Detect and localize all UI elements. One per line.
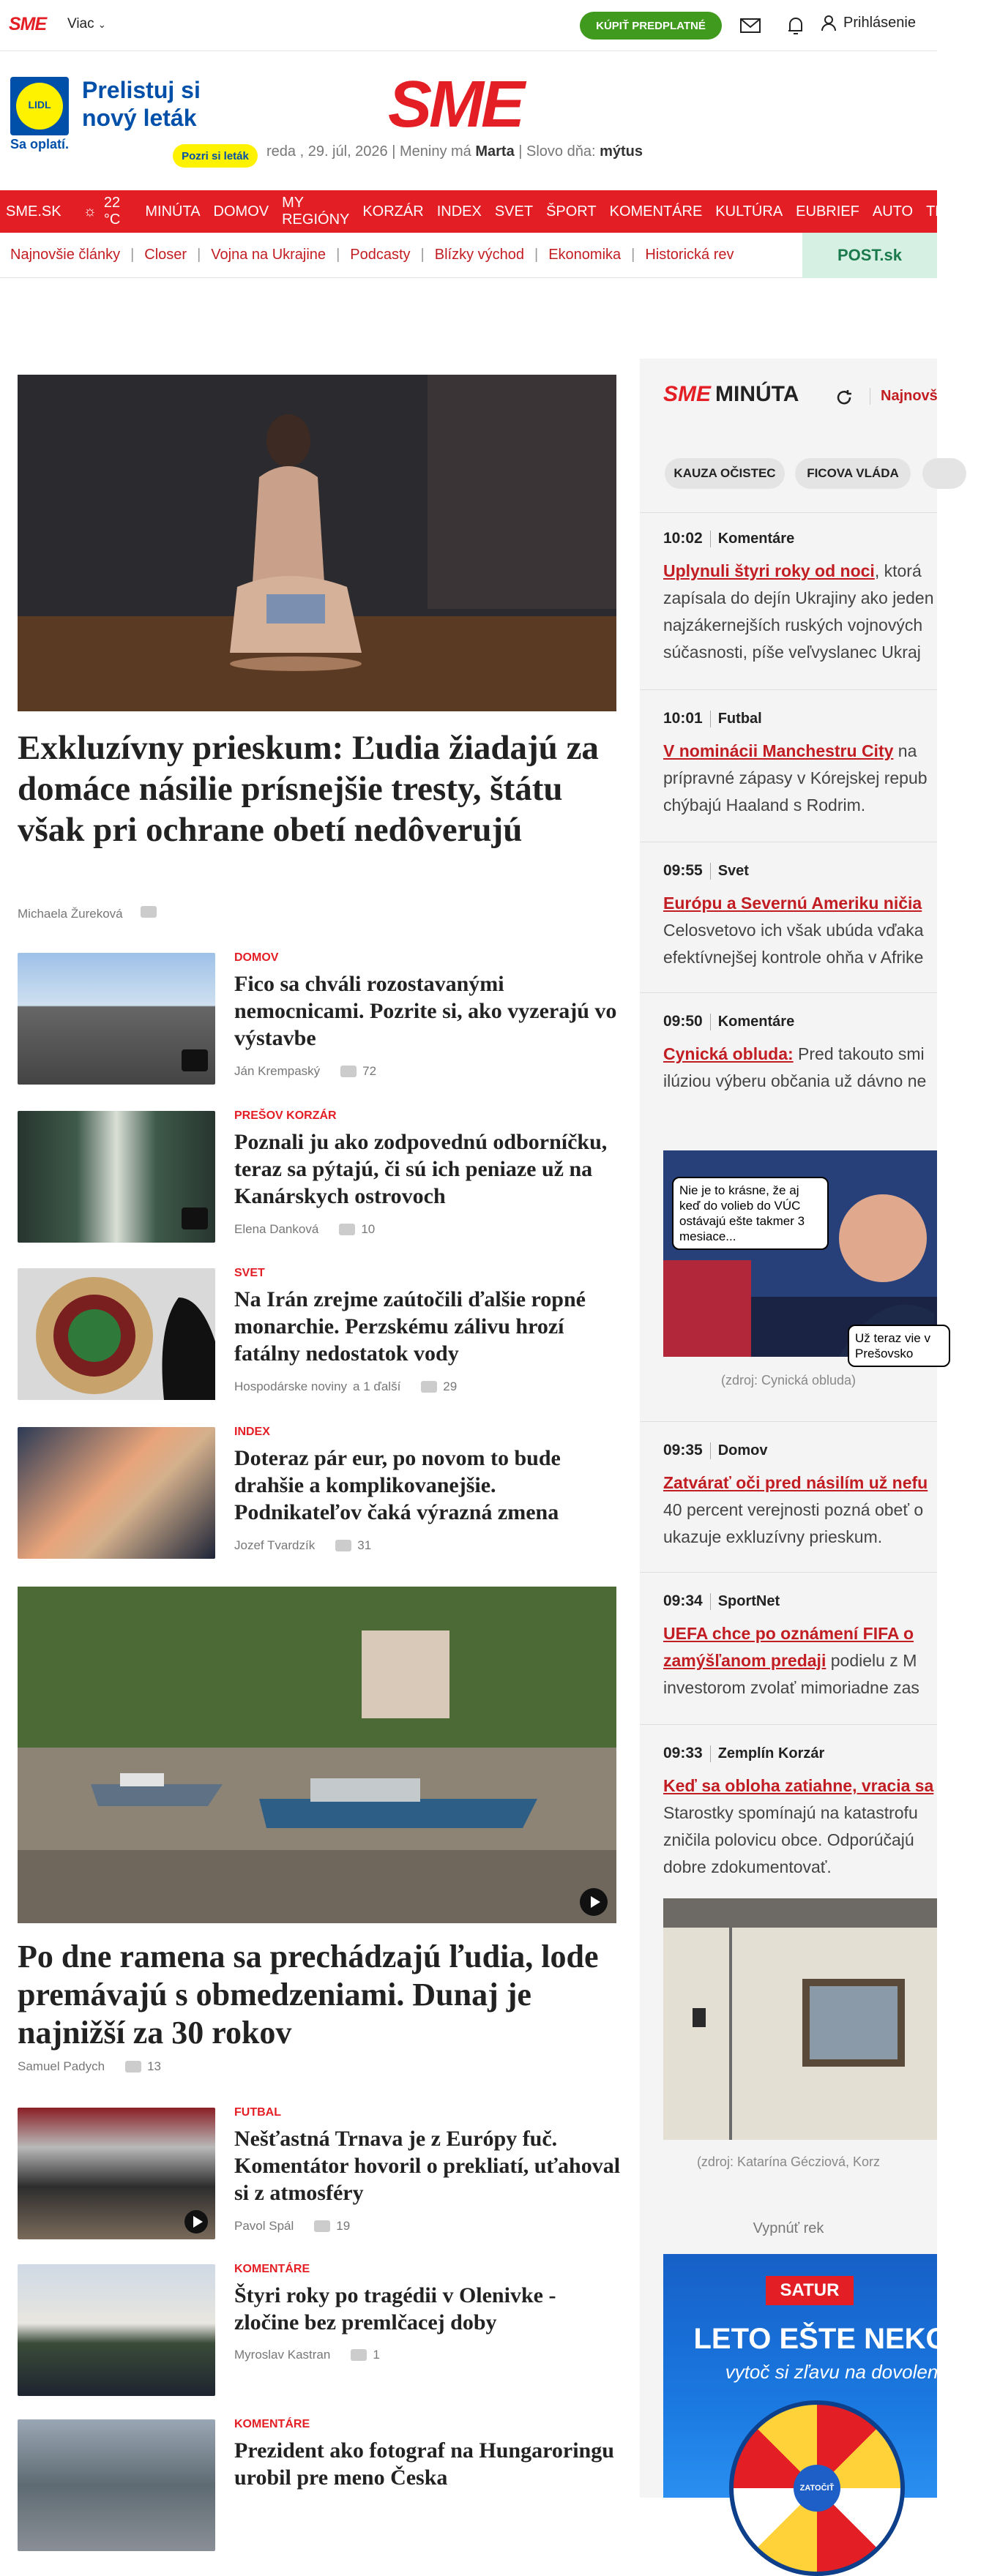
item-time: 09:35 (663, 1442, 703, 1459)
house-drawing (663, 1898, 937, 2140)
user-icon (820, 14, 837, 31)
article-card[interactable] (18, 2106, 621, 2254)
word-label: | Slovo dňa: (514, 143, 600, 160)
cartoon-image[interactable] (663, 1150, 937, 1360)
item-text: Pred takouto smi (793, 1044, 925, 1063)
divider (640, 1724, 937, 1725)
item-time: 10:02 (663, 530, 703, 547)
nav-item[interactable]: SVET (494, 203, 534, 220)
lidl-ad-button[interactable]: Pozri si leták (173, 144, 258, 168)
item-text: efektívnejšej kontrole ohňa v Afrike (663, 948, 924, 967)
article-category[interactable]: KOMENTÁRE (234, 2263, 310, 2275)
item-text: chýbajú Haaland s Rodrim. (663, 795, 866, 815)
item-text: na (893, 741, 917, 760)
article-extra-authors[interactable]: a 1 ďalší (353, 1379, 401, 1393)
article-card[interactable] (18, 1268, 618, 1415)
divider (640, 992, 937, 993)
nav-item[interactable]: INDEX (436, 203, 482, 220)
nav-item[interactable]: KORZÁR (362, 203, 424, 220)
nav-item[interactable]: TE (926, 203, 945, 220)
hero-image[interactable] (18, 375, 616, 711)
item-text: podielu z M (826, 1651, 917, 1670)
article-category[interactable]: KOMENTÁRE (234, 2418, 310, 2430)
item-text: investorom zvolať mimoriadne zas (663, 1678, 919, 1697)
comment-icon[interactable] (141, 906, 157, 918)
minuta-header[interactable] (663, 382, 799, 407)
main-nav (0, 190, 945, 233)
comment-count[interactable]: 29 (443, 1379, 458, 1393)
article-author[interactable]: Pavol Spál (234, 2219, 294, 2233)
sub-nav: Najnovšie články | Closer | Vojna na Ukrajine | Podcasty | Blízky východ | Ekonomika | Historická rev POST.sk (0, 233, 937, 278)
nav-item[interactable]: KOMENTÁRE (609, 203, 703, 220)
more-label: Viac (67, 16, 94, 31)
item-time: 09:33 (663, 1745, 703, 1761)
item-time: 09:34 (663, 1592, 703, 1609)
article-meta (234, 2219, 350, 2234)
nav-item[interactable]: MY REGIÓNY (282, 195, 350, 228)
item-section[interactable]: Svet (710, 863, 749, 880)
satur-ad[interactable] (663, 2254, 970, 2498)
article-author[interactable]: Ján Krempaský (234, 1064, 321, 1078)
article-meta (234, 1064, 376, 1079)
minuta-item[interactable] (663, 1592, 937, 1701)
article-category[interactable]: INDEX (234, 1426, 270, 1438)
cartoon-bubble: Nie je to krásne, že aj keď do volieb do VÚC ostávajú ešte takmer 3 mesiace... (672, 1177, 829, 1250)
article-category[interactable]: DOMOV (234, 951, 279, 964)
comment-icon[interactable] (351, 2349, 367, 2361)
subscribe-button[interactable]: KÚPIŤ PREDPLATNÉ (580, 12, 722, 40)
bell-icon[interactable] (783, 13, 808, 38)
divider (640, 1572, 937, 1573)
minuta-item[interactable] (663, 710, 937, 819)
article-title[interactable]: Poznali ju ako zodpovednú odborníčku, teraz sa pýtajú, či sú ich peniaze už na Kanárskych ostrovoch (234, 1130, 608, 1208)
comment-count[interactable]: 72 (362, 1064, 377, 1078)
ad-headline: LETO EŠTE NEKON (693, 2323, 970, 2355)
mail-icon[interactable] (738, 13, 763, 38)
article-title[interactable]: Štyri roky po tragédii v Olenivke - zločine bez premlčacej doby (234, 2283, 556, 2334)
article-meta (234, 1222, 375, 1237)
item-text: Starostky spomínajú na katastrofu (663, 1803, 918, 1822)
subnav-item[interactable]: Ekonomika (548, 247, 622, 263)
spin-button[interactable]: ZATOČIŤ (794, 2465, 840, 2512)
article-title[interactable]: Nešťastná Trnava je z Európy fuč. Komentátor hovoril o prekliatí, uťahoval si z atmosféry (234, 2127, 621, 2205)
nameday: Marta (475, 143, 515, 160)
item-section[interactable]: SportNet (710, 1593, 780, 1610)
minuta-item[interactable] (663, 1745, 937, 1881)
divider (640, 689, 937, 690)
minuta-item[interactable] (663, 862, 937, 971)
nav-item[interactable]: DOMOV (213, 203, 269, 220)
subnav-item[interactable]: Closer (144, 247, 187, 263)
item-link[interactable]: Zatvárať oči pred násilím už nefu (663, 1473, 928, 1492)
comment-count[interactable]: 31 (357, 1538, 372, 1552)
item-link[interactable]: zamýšľanom predaji (663, 1651, 827, 1670)
item-text: 40 percent verejnosti pozná obeť o (663, 1500, 924, 1519)
divider (640, 1421, 937, 1422)
image-caption: (zdroj: Katarína Gécziová, Korz (696, 2154, 881, 2169)
nav-item[interactable]: EUBRIEF (796, 203, 859, 220)
item-text: súčasnosti, píše veľvyslanec Ukraj (663, 643, 921, 662)
word-of-day[interactable]: mýtus (600, 143, 643, 160)
article-thumbnail[interactable] (18, 2264, 215, 2396)
item-section[interactable]: Futbal (710, 711, 762, 727)
subnav-item[interactable]: Najnovšie články (10, 247, 121, 263)
article-category[interactable]: SVET (234, 1267, 265, 1279)
image-caption: (zdroj: Cynická obluda) (720, 1373, 857, 1388)
nav-item[interactable]: MINÚTA (145, 203, 201, 220)
nav-item[interactable]: KULTÚRA (715, 203, 783, 220)
item-text: dobre zdokumentovať. (663, 1857, 832, 1876)
ad-subline: vytoč si zľavu na dovolen (725, 2361, 939, 2383)
article-meta (234, 1379, 457, 1394)
item-text: , ktorá (874, 561, 922, 580)
minuta-item[interactable] (663, 1442, 937, 1551)
comment-icon[interactable] (125, 2061, 141, 2073)
item-text: zapísala do dejín Ukrajiny ako jeden (663, 588, 934, 607)
chevron-down-icon: ⌄ (97, 19, 106, 30)
item-link[interactable]: Uplynuli štyri roky od noci (663, 561, 875, 580)
subnav-item[interactable]: Podcasty (350, 247, 411, 263)
sme-logo-small[interactable]: SME (9, 14, 47, 34)
ad-label[interactable]: Vypnúť rek (753, 2220, 824, 2236)
subnav-item[interactable]: Vojna na Ukrajine (211, 247, 327, 263)
subnav-item[interactable]: Blízky východ (434, 247, 524, 263)
lidl-logo-text: LIDL (28, 99, 51, 111)
article-title[interactable]: Prezident ako fotograf na Hungaroringu urobil pre meno Česka (234, 2438, 614, 2490)
feature-title[interactable]: Po dne ramena sa prechádzajú ľudia, lode premávajú s obmedzeniami. Dunaj je najnižší za 30 rokov (18, 1939, 599, 2051)
item-time: 09:50 (663, 1013, 703, 1030)
comment-icon[interactable] (314, 2220, 330, 2232)
article-author[interactable]: Myroslav Kastran (234, 2348, 331, 2362)
item-time: 09:55 (663, 862, 703, 879)
post-sk-link[interactable]: POST.sk (802, 233, 937, 278)
feature-image[interactable] (18, 1587, 616, 1923)
item-link[interactable]: UEFA chce po oznámení FIFA o (663, 1624, 914, 1643)
date-line (266, 143, 643, 160)
camera-icon (182, 1208, 208, 1229)
minuta-sidebar (640, 359, 970, 2498)
lidl-logo[interactable] (10, 77, 69, 135)
item-section[interactable]: Komentáre (710, 1014, 794, 1030)
top-bar (0, 0, 937, 51)
camera-icon (182, 1049, 208, 1071)
article-thumbnail[interactable] (18, 953, 215, 1085)
article-title[interactable]: Doteraz pár eur, po novom to bude drahšie a komplikovanejšie. Podnikateľov čaká výrazná zmena (234, 1446, 561, 1524)
hero-photo (18, 375, 616, 711)
item-text: najzákernejších ruských vojnových (663, 615, 923, 634)
video-play-icon[interactable] (580, 1888, 608, 1916)
comment-count[interactable]: 10 (361, 1222, 376, 1236)
nav-home[interactable]: SME.SK (6, 203, 61, 220)
divider (640, 512, 937, 513)
item-time: 10:01 (663, 710, 703, 727)
video-play-icon[interactable] (184, 2210, 208, 2234)
comment-count[interactable]: 13 (147, 2059, 161, 2073)
comment-icon[interactable] (339, 1224, 355, 1235)
article-meta (234, 2348, 380, 2362)
article-card[interactable] (18, 2419, 618, 2498)
item-link[interactable]: V nominácii Manchestru City (663, 741, 894, 760)
item-section[interactable]: Domov (710, 1442, 768, 1459)
tab-newest[interactable]: Najnovš (870, 388, 938, 405)
lidl-headline[interactable]: Prelistuj si nový leták (82, 77, 201, 131)
article-thumbnail[interactable] (18, 1427, 215, 1559)
article-meta (234, 1538, 371, 1553)
subnav-item[interactable]: Historická rev (645, 247, 734, 263)
sun-icon: ☼ (83, 203, 97, 220)
feature-meta (18, 2059, 161, 2074)
item-text: zničila polovicu obce. Odporúčajú (663, 1830, 914, 1849)
cartoon-bubble: Už teraz vie v Prešovsko (848, 1325, 950, 1367)
comment-icon[interactable] (335, 1540, 351, 1551)
hero-author-row (18, 906, 157, 921)
comment-icon[interactable] (340, 1066, 357, 1077)
lidl-slogan: Sa oplatí. (10, 137, 70, 151)
hero-author[interactable]: Michaela Žureková (18, 907, 123, 921)
satur-logo: SATUR (766, 2276, 854, 2305)
date-text: reda , 29. júl, 2026 | Meniny má (266, 143, 476, 160)
feature-photo (18, 1587, 616, 1923)
comment-icon[interactable] (421, 1381, 437, 1393)
article-thumbnail[interactable] (18, 2108, 215, 2239)
article-author[interactable]: Jozef Tvardzík (234, 1538, 316, 1552)
item-link[interactable]: Keď sa obloha zatiahne, vracia sa (663, 1776, 934, 1795)
article-card[interactable] (18, 953, 618, 1099)
item-link[interactable]: Cynická obluda: (663, 1044, 794, 1063)
item-section[interactable]: Zemplín Korzár (710, 1745, 825, 1762)
article-title[interactable]: Na Irán zrejme zaútočili ďalšie ropné monarchie. Perzskému zálivu hrozí fatálny nedostatok vody (234, 1287, 586, 1366)
article-title[interactable]: Fico sa chváli rozostavanými nemocnicami. Pozrite si, ako vyzerajú vo výstavbe (234, 972, 617, 1050)
minuta-label: MINÚTA (715, 382, 799, 406)
article-thumbnail[interactable] (18, 1268, 215, 1400)
article-author[interactable]: Elena Danková (234, 1222, 319, 1236)
feature-author[interactable]: Samuel Padych (18, 2059, 105, 2073)
article-card[interactable] (18, 1427, 618, 1573)
item-text: ilúziou výberu občania už dávno ne (663, 1071, 927, 1090)
item-text: ukazuje exkluzívny prieskum. (663, 1527, 883, 1546)
item-text: Celosvetovo ich však ubúda vďaka (663, 921, 924, 940)
nav-item[interactable]: AUTO (872, 203, 914, 220)
article-thumbnail[interactable] (18, 2419, 215, 2551)
nav-item[interactable]: ŠPORT (546, 203, 597, 220)
topic-chip[interactable]: FICOVA VLÁDA (795, 458, 911, 489)
article-thumbnail[interactable] (18, 1111, 215, 1243)
more-menu[interactable] (67, 16, 106, 32)
hero-title[interactable]: Exkluzívny prieskum: Ľudia žiadajú za domáce násilie prísnejšie tresty, štátu však pri ochrane obetí nedôverujú (18, 729, 599, 849)
nav-temperature: 22 °C (103, 195, 121, 228)
topic-chip[interactable] (922, 458, 966, 489)
comment-count[interactable]: 1 (373, 2348, 380, 2362)
login-link[interactable] (820, 14, 916, 31)
article-card[interactable] (18, 2264, 618, 2411)
minuta-brand: SME (663, 382, 712, 406)
minuta-item[interactable] (663, 530, 937, 666)
sme-logo-big[interactable]: SME (388, 68, 523, 141)
article-category[interactable]: PREŠOV KORZÁR (234, 1109, 337, 1122)
house-photo[interactable] (663, 1898, 937, 2140)
item-text: prípravné zápasy v Kórejskej repub (663, 768, 928, 787)
topic-chip[interactable]: KAUZA OČISTEC (665, 458, 785, 489)
login-label: Prihlásenie (843, 14, 916, 31)
comment-count[interactable]: 19 (336, 2219, 351, 2233)
item-section[interactable]: Komentáre (710, 531, 794, 547)
article-author[interactable]: Hospodárske noviny (234, 1379, 348, 1393)
minuta-item[interactable] (663, 1013, 937, 1095)
article-category[interactable]: FUTBAL (234, 2106, 281, 2119)
gcc-emblem-image (18, 1268, 215, 1400)
refresh-icon[interactable] (835, 388, 854, 407)
article-card[interactable] (18, 1111, 618, 1257)
item-link[interactable]: Európu a Severnú Ameriku ničia (663, 894, 922, 913)
